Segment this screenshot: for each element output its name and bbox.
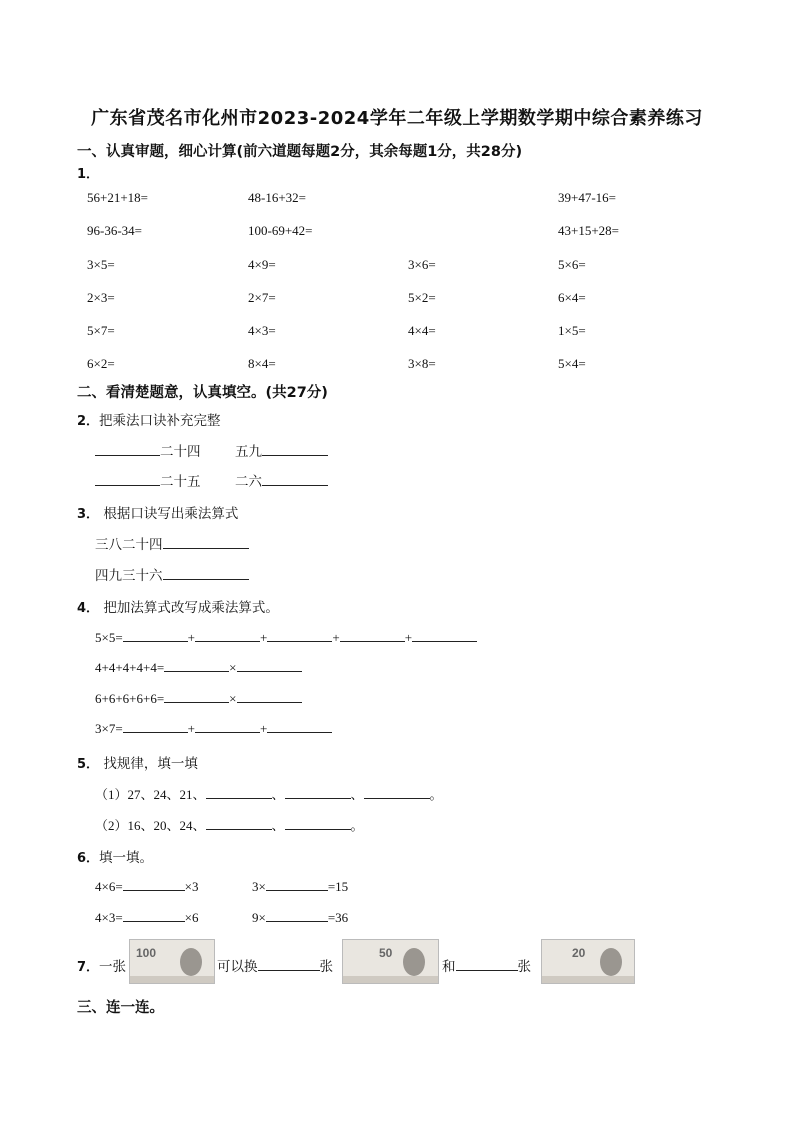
answer-blank[interactable]: [195, 719, 260, 733]
separator: 、: [271, 818, 285, 833]
plus-sign: +: [260, 721, 268, 736]
period: 。: [350, 818, 364, 833]
sequence-text: （2）16、20、24、: [95, 818, 206, 833]
q7-text: 张: [319, 959, 333, 975]
expr-text: ×3: [184, 879, 199, 894]
calc-item: 3×5=: [87, 257, 115, 272]
calc-item: 5×2=: [408, 290, 436, 305]
banknote-value: 20: [572, 946, 586, 960]
calc-item: 4×3=: [248, 323, 276, 338]
calc-item: 5×7=: [87, 323, 115, 338]
q6-line-1a: [95, 877, 199, 895]
answer-blank[interactable]: [267, 628, 332, 642]
q7-text: 一张: [99, 959, 127, 975]
question-3: [77, 502, 238, 522]
plus-sign: +: [404, 630, 413, 645]
question-7-number: 7．: [77, 960, 100, 975]
calc-item: 43+15+28=: [558, 223, 619, 238]
question-2-number: 2．: [77, 414, 100, 429]
q7-middle-1: [217, 955, 333, 975]
answer-blank[interactable]: [195, 628, 260, 642]
plus-sign: +: [187, 721, 196, 736]
question-5-number: 5．: [77, 757, 100, 772]
banknote-value: 50: [379, 946, 393, 960]
q4-line-2: [95, 658, 302, 676]
plus-sign: +: [260, 630, 268, 645]
calc-item: 100-69+42=: [248, 223, 313, 238]
answer-blank[interactable]: [123, 719, 188, 733]
expr-text: =36: [327, 910, 349, 925]
expr-text: =15: [327, 879, 349, 894]
q3-line-2: [95, 564, 249, 584]
rhyme-text: 三八二十四: [95, 537, 163, 553]
calc-item: 3×8=: [408, 356, 436, 371]
calc-item: 4×4=: [408, 323, 436, 338]
answer-blank[interactable]: [262, 442, 328, 456]
question-4-prompt: 把加法算式改写成乘法算式。: [103, 600, 279, 616]
times-sign: ×: [229, 691, 237, 706]
rhyme-text: 二十五: [160, 474, 201, 490]
section-2-heading: 二、看清楚题意，认真填空。(共27分): [77, 385, 328, 401]
banknote-value: 100: [136, 946, 157, 960]
separator: 、: [271, 787, 285, 802]
page-title: 广东省茂名市化州市2023-2024学年二年级上学期数学期中综合素养练习: [91, 108, 703, 129]
question-6-number: 6．: [77, 851, 100, 866]
question-3-prompt: 根据口诀写出乘法算式: [103, 506, 239, 522]
plus-sign: +: [187, 630, 196, 645]
answer-blank[interactable]: [163, 535, 249, 549]
plus-sign: +: [332, 630, 340, 645]
question-4-number: 4．: [77, 601, 100, 616]
answer-blank[interactable]: [164, 689, 229, 703]
calc-item: 8×4=: [248, 356, 276, 371]
rhyme-text: 五九: [235, 444, 262, 460]
q2-line-1: [95, 440, 201, 460]
answer-blank[interactable]: [163, 566, 249, 580]
rhyme-text: 四九三十六: [95, 568, 163, 584]
answer-blank[interactable]: [456, 957, 518, 971]
question-2: [77, 409, 221, 429]
q7-text: 和: [442, 959, 456, 975]
answer-blank[interactable]: [123, 877, 185, 891]
answer-blank[interactable]: [266, 877, 328, 891]
answer-blank[interactable]: [262, 472, 328, 486]
calc-item: 5×6=: [558, 257, 586, 272]
q2-line-2: [235, 440, 328, 460]
q6-line-2a: [95, 908, 199, 926]
answer-blank[interactable]: [206, 785, 272, 799]
answer-blank[interactable]: [258, 957, 320, 971]
expr-text: 6+6+6+6+6=: [95, 691, 165, 706]
question-6: [77, 846, 153, 866]
calc-item: 2×7=: [248, 290, 276, 305]
banknote-20-image: [541, 939, 635, 984]
banknote-100-image: [129, 939, 215, 984]
times-sign: ×: [229, 660, 237, 675]
expr-text: 4×3=: [95, 910, 123, 925]
answer-blank[interactable]: [237, 689, 302, 703]
answer-blank[interactable]: [206, 816, 272, 830]
rhyme-text: 二十四: [160, 444, 201, 460]
calc-item: 48-16+32=: [248, 190, 306, 205]
calc-item: 6×2=: [87, 356, 115, 371]
answer-blank[interactable]: [285, 785, 351, 799]
sequence-text: （1）27、24、21、: [95, 787, 206, 802]
q4-line-4: [95, 719, 332, 737]
calc-item: 96-36-34=: [87, 223, 142, 238]
expr-text: 5×5=: [95, 630, 123, 645]
answer-blank[interactable]: [95, 442, 160, 456]
answer-blank[interactable]: [340, 628, 405, 642]
question-4: [77, 596, 279, 616]
question-5-prompt: 找规律，填一填: [103, 756, 198, 772]
calc-item: 39+47-16=: [558, 190, 616, 205]
q5-line-1: [95, 784, 443, 803]
answer-blank[interactable]: [364, 785, 430, 799]
q6-line-1b: [252, 877, 348, 895]
section-1-heading: 一、认真审题，细心计算(前六道题每题2分，其余每题1分，共28分): [77, 144, 523, 160]
answer-blank[interactable]: [237, 658, 302, 672]
expr-text: 4×6=: [95, 879, 123, 894]
answer-blank[interactable]: [267, 719, 332, 733]
expr-text: 3×: [252, 879, 266, 894]
q5-line-2: [95, 815, 364, 834]
question-7-start: [77, 955, 126, 975]
q4-line-1: [95, 628, 477, 646]
calc-item: 4×9=: [248, 257, 276, 272]
expr-text: 9×: [252, 910, 266, 925]
calc-item: 6×4=: [558, 290, 586, 305]
separator: 、: [350, 787, 364, 802]
question-1-number: 1．: [77, 167, 100, 182]
calc-item: 3×6=: [408, 257, 436, 272]
answer-blank[interactable]: [412, 628, 477, 642]
section-3-heading: 三、连一连。: [77, 1000, 164, 1016]
period: 。: [429, 787, 443, 802]
question-2-prompt: 把乘法口诀补充完整: [99, 413, 221, 429]
answer-blank[interactable]: [123, 908, 185, 922]
q2-line-4: [235, 470, 328, 490]
expr-text: 3×7=: [95, 721, 123, 736]
answer-blank[interactable]: [164, 658, 229, 672]
rhyme-text: 二六: [235, 474, 262, 490]
q7-middle-2: [442, 955, 531, 975]
question-3-number: 3．: [77, 507, 100, 522]
q6-line-2b: [252, 908, 348, 926]
q4-line-3: [95, 689, 302, 707]
answer-blank[interactable]: [95, 472, 160, 486]
answer-blank[interactable]: [123, 628, 188, 642]
calc-item: 2×3=: [87, 290, 115, 305]
expr-text: 4+4+4+4+4=: [95, 660, 165, 675]
expr-text: ×6: [184, 910, 199, 925]
calc-item: 1×5=: [558, 323, 586, 338]
calc-item: 56+21+18=: [87, 190, 148, 205]
question-5: [77, 752, 198, 772]
question-6-prompt: 填一填。: [99, 850, 154, 866]
q7-text: 张: [517, 959, 531, 975]
q3-line-1: [95, 533, 249, 553]
answer-blank[interactable]: [266, 908, 328, 922]
banknote-50-image: [342, 939, 439, 984]
q7-text: 可以换: [217, 959, 258, 975]
q2-line-3: [95, 470, 201, 490]
calc-item: 5×4=: [558, 356, 586, 371]
answer-blank[interactable]: [285, 816, 351, 830]
